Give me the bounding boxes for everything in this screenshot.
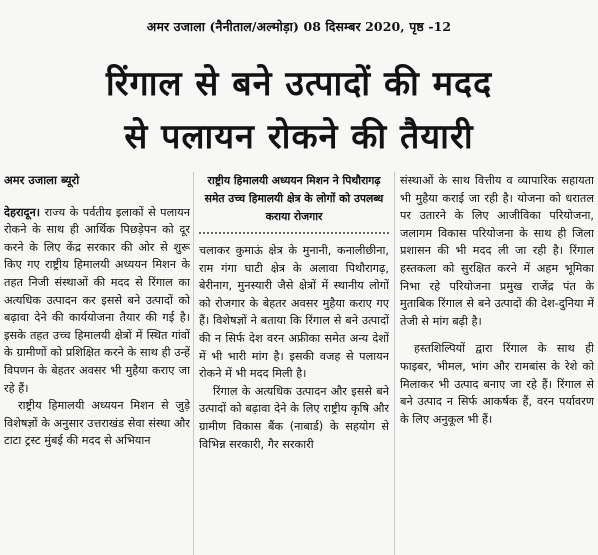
- masthead: अमर उजाला (नैनीताल/अल्मोड़ा) 08 दिसम्बर 2020, पृष्ठ -12: [146, 19, 452, 34]
- article-column-2: [199, 172, 389, 555]
- column-divider: [193, 172, 194, 555]
- deck-subheadline: राष्ट्रीय हिमालयी अध्ययन मिशन ने पिथौरागढ़ समेत उच्च हिमालयी क्षेत्र के लोगों को उपलब्ध कराया रोजगार: [199, 172, 389, 234]
- byline: अमर उजाला ब्यूरो: [4, 173, 80, 187]
- article-paragraph: हस्तशिल्पियों द्वारा रिंगाल के साथ ही फाइबर, भीमल, भांग और रामबांस के रेशे को मिलाकर भी उत्पाद बनाए जा रहे हैं। रिंगाल से बने उत्पाद न सिर्फ आकर्षक हैं, वरन पर्यावरण के लिए अनुकूल भी हैं।: [400, 342, 594, 426]
- article-paragraph: संस्थाओं के साथ वित्तीय व व्यापारिक सहायता भी मुहैया कराई जा रही है। योजना को धरातल पर उतारने के लिए आजीविका परियोजना, जलागम विकास परियोजना के साथ ही जिला प्रशासन की भी मदद ली जा रही है। रिंगाल हस्तकला को सुरक्षित करने में अहम भूमिका निभा रहे परियोजना प्रमुख राजेंद्र पंत के मुताबिक रिंगाल से बने उत्पादों की देश-दुनिया में तेजी से मांग बढ़ी है।: [400, 174, 594, 328]
- headline-line-2: से पलायन रोकने की तैयारी: [124, 117, 474, 157]
- article-paragraph: रिंगाल के अत्यधिक उत्पादन और इससे बने उत्पादों को बढ़ावा देने के लिए राष्ट्रीय कृषि और ग्रामीण विकास बैंक (नाबार्ड) के सहयोग से विभिन्न सरकारी, गैर सरकारी: [199, 384, 389, 451]
- dateline: देहरादून।: [4, 205, 41, 219]
- column-divider: [394, 172, 395, 555]
- article-paragraph: [4, 204, 190, 398]
- article-paragraph: चलाकर कुमाऊं क्षेत्र के मुनानी, कनालीछीना, राम गंगा घाटी क्षेत्र के अलावा पिथौरागढ़, बेरीनाग, मुनस्यारी जैसे क्षेत्रों में स्थानीय लोगों को रोजगार के बेहतर अवसर मुहैया कराए गए हैं। विशेषज्ञों ने बताया कि रिंगाल से बने उत्पादों की न सिर्फ देश वरन अफ्रीका समेत अन्य देशों में भी भारी मांग है। इसकी वजह से पलायन रोकने में भी मदद मिली है।: [199, 244, 389, 381]
- article-column-1: [4, 172, 190, 555]
- headline-line-1: रिंगाल से बने उत्पादों की मदद: [105, 64, 493, 104]
- article-paragraph: राष्ट्रीय हिमालयी अध्ययन मिशन से जुड़े विशेषज्ञों के अनुसार उत्तराखंड सेवा संस्था और टाटा ट्रस्ट मुंबई की मदद से अभियान: [4, 399, 190, 448]
- paragraph-text: राज्य के पर्वतीय इलाकों से पलायन रोकने के साथ ही आर्थिक पिछड़ेपन को दूर करने के लिए केंद्र सरकार की ओर से शुरू किए गए राष्ट्रीय हिमालयी अध्ययन मिशन के तहत निजी संस्थाओं की मदद से रिंगाल का अत्यधिक उत्पादन कर इससे बने उत्पादों को बढ़ावा देने की कार्ययोजना तैयार की गई है। इसके तहत उच्च हिमालयी क्षेत्रों में स्थित गांवों के ग्रामीणों को प्रशिक्षित करने के साथ ही उन्हें विपणन के बेहतर अवसर भी मुहैया कराए जा रहे हैं।: [4, 205, 190, 395]
- article-column-3: [400, 172, 594, 555]
